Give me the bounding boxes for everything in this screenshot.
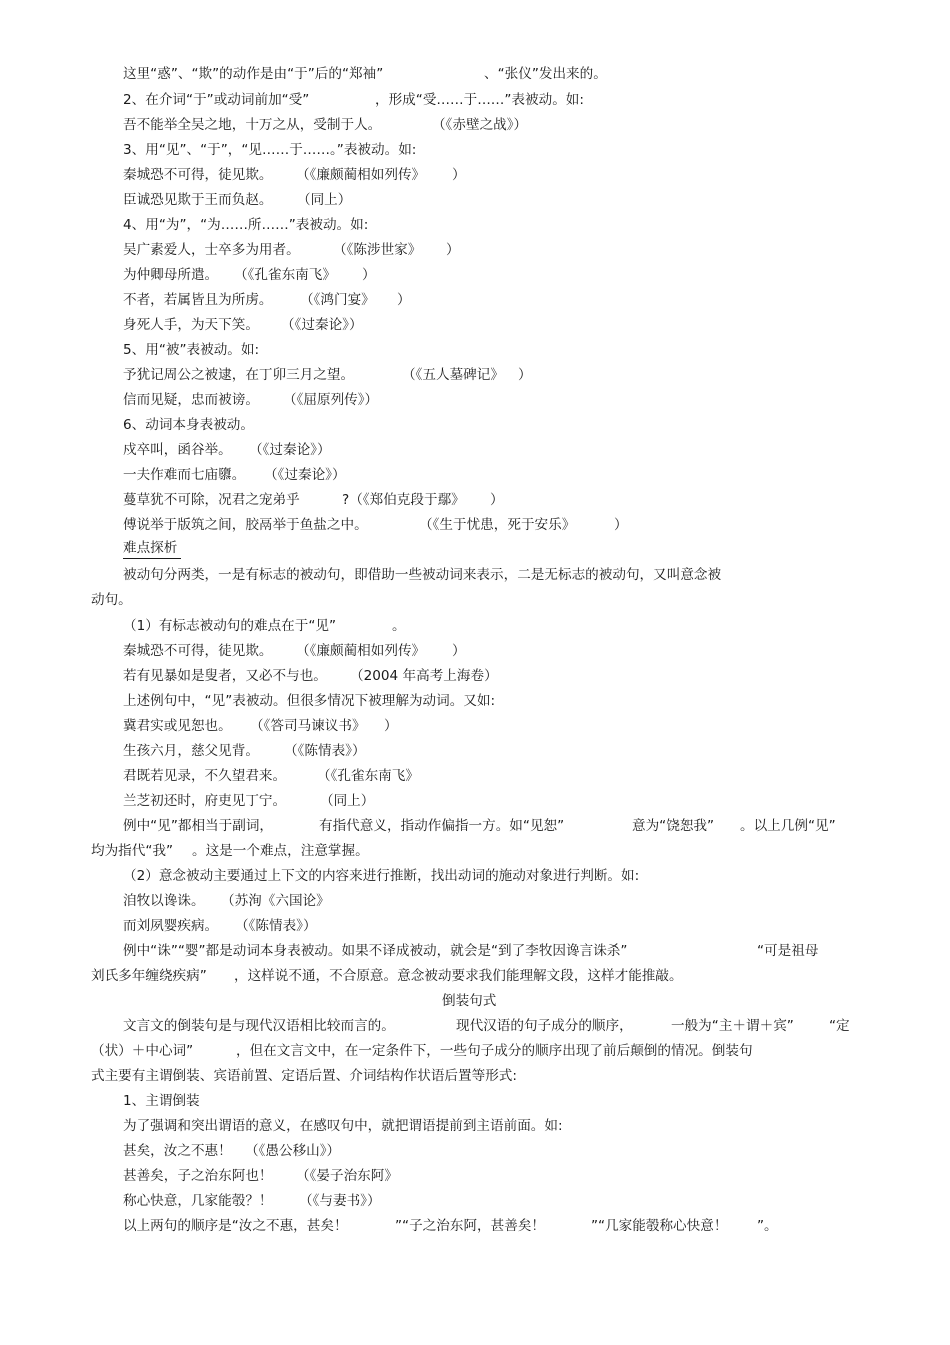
text-segment: （1）有标志被动句的难点在于“见” (123, 618, 337, 634)
text-segment: 4、用“为”，“为……所……”表被动。如: (123, 217, 369, 233)
section-heading (0, 538, 950, 563)
text-segment: 2、在介词“于”或动词前加“受” (123, 92, 310, 108)
text-segment: ”“几家能彀称心快意！ (591, 1218, 728, 1234)
text-line (0, 914, 950, 939)
text-line (0, 388, 950, 413)
text-segment: 不者，若属皆且为所虏。 (123, 292, 273, 308)
text-segment: （同上） (297, 192, 352, 208)
text-segment: （2）意念被动主要通过上下文的内容来进行推断，找出动词的施动对象进行判断。如: (123, 868, 640, 884)
text-line (0, 964, 950, 989)
text-segment: 傅说举于版筑之间，胶鬲举于鱼盐之中。 (123, 517, 368, 533)
text-segment: 予犹记周公之被逮，在丁卯三月之望。 (123, 367, 355, 383)
text-segment: 生孩六月，慈父见背。 (123, 743, 259, 759)
text-segment: ） (614, 517, 628, 533)
text-segment: ） (397, 292, 411, 308)
text-segment: 被动句分两类，一是有标志的被动句，即借助一些被动词来表示，二是无标志的被动句，又叫意念被 (123, 567, 722, 583)
text-segment: （《答司马谏议书》 (250, 718, 366, 734)
text-segment: 1、主谓倒装 (123, 1093, 200, 1109)
text-segment: （《过秦论》） (249, 442, 331, 458)
text-segment: （2004 年高考上海卷） (350, 668, 498, 684)
text-segment: 现代汉语的句子成分的顺序， (456, 1018, 633, 1034)
text-segment: 。这是一个难点，注意掌握。 (192, 843, 369, 859)
text-segment: （《生于忧患，死于安乐》 (419, 517, 576, 533)
text-line (0, 1064, 950, 1089)
text-segment: ”“子之治东阿，甚善矣！ (395, 1218, 546, 1234)
text-segment: 上述例句中，“见”表被动。但很多情况下被理解为动词。又如: (123, 693, 496, 709)
text-segment: 兰芝初还时，府吏见丁宁。 (123, 793, 287, 809)
text-line (0, 1164, 950, 1189)
text-line (0, 163, 950, 188)
text-segment: （《晏子治东阿》 (296, 1168, 398, 1184)
text-segment: 刘氏多年缠绕疾病” (91, 968, 207, 984)
text-segment: （苏洵《六国论》 (221, 893, 330, 909)
text-segment: ） (452, 643, 466, 659)
text-segment: （《廉颇蔺相如列传》 (296, 167, 426, 183)
text-line (0, 563, 950, 588)
text-segment: ，但在文言文中，在一定条件下，一些句子成分的顺序出现了前后颠倒的情况。倒装句 (236, 1043, 753, 1059)
text-segment: （同上） (320, 793, 375, 809)
text-line (0, 213, 950, 238)
text-segment: 吴广素爱人，士卒多为用者。 (123, 242, 300, 258)
text-segment: 一夫作难而七庙隳。 (123, 467, 246, 483)
text-segment: ） (384, 718, 398, 734)
text-segment: 戍卒叫，函谷举。 (123, 442, 232, 458)
text-segment: （《陈涉世家》 (333, 242, 422, 258)
text-line (0, 488, 950, 513)
text-line (0, 463, 950, 488)
text-segment: ） (452, 167, 466, 183)
text-segment: 难点探析 (123, 538, 181, 559)
text-segment: （《五人墓碑记》 (402, 367, 504, 383)
text-segment: 6、动词本身表被动。 (123, 417, 254, 433)
text-line (0, 814, 950, 839)
text-segment: 例中“诛”“婴”都是动词本身表被动。如果不译成被动，就会是“到了李牧因谗言诛杀” (123, 943, 628, 959)
text-segment: ，这样说不通，不合原意。意念被动要求我们能理解文段，这样才能推敲。 (234, 968, 683, 984)
text-segment: 甚善矣，子之治东阿也！ (123, 1168, 273, 1184)
text-segment: 3、用“见”、“于”，“见……于……。”表被动。如: (123, 142, 417, 158)
text-line (0, 1114, 950, 1139)
text-line (0, 438, 950, 463)
text-segment: 而刘夙婴疾病。 (123, 918, 219, 934)
text-line (0, 288, 950, 313)
text-segment: ?（《郑伯克段于鄢》 (342, 492, 465, 508)
text-segment: 。 (392, 618, 406, 634)
text-segment: 称心快意，几家能彀？！ (123, 1193, 273, 1209)
text-segment: （《廉颇蔺相如列传》 (296, 643, 426, 659)
text-segment: ，形成“受……于……”表被动。如: (375, 92, 584, 108)
text-segment: 文言文的倒装句是与现代汉语相比较而言的。 (123, 1018, 395, 1034)
text-segment: “可是祖母 (757, 943, 819, 959)
text-segment: 倒装句式 (442, 993, 497, 1009)
text-segment: 均为指代“我” (91, 843, 174, 859)
text-line (0, 188, 950, 213)
text-line (0, 88, 950, 113)
text-line (0, 714, 950, 739)
text-line (0, 313, 950, 338)
text-line (0, 839, 950, 864)
text-line (0, 138, 950, 163)
text-line (0, 1089, 950, 1114)
text-line (0, 113, 950, 138)
text-segment: “定 (829, 1018, 850, 1034)
text-segment: 为仲卿母所遣。 (123, 267, 219, 283)
text-segment: ） (518, 367, 532, 383)
text-line (0, 263, 950, 288)
text-segment: （《孔雀东南飞》 (317, 768, 419, 784)
text-segment: 君既若见录，不久望君来。 (123, 768, 287, 784)
text-segment: ） (362, 267, 376, 283)
text-segment: （《陈情表》） (284, 743, 366, 759)
text-segment: （《鸿门宴》 (300, 292, 375, 308)
text-line (0, 62, 950, 87)
text-segment: 。以上几例“见” (740, 818, 836, 834)
text-line (0, 363, 950, 388)
text-segment: 例中“见”都相当于副词， (123, 818, 274, 834)
text-segment: （《屈原列传》） (283, 392, 379, 408)
text-line (0, 588, 950, 613)
text-line (0, 764, 950, 789)
text-segment: 一般为“主＋谓＋宾” (671, 1018, 794, 1034)
text-segment: 动句。 (91, 592, 132, 608)
text-segment: 式主要有主谓倒装、宾语前置、定语后置、介词结构作状语后置等形式: (91, 1068, 517, 1084)
text-line (0, 639, 950, 664)
text-segment: 洎牧以谗诛。 (123, 893, 205, 909)
text-line (0, 1139, 950, 1164)
text-segment: （《愚公移山》） (245, 1143, 341, 1159)
text-segment: （状）＋中心词” (91, 1043, 194, 1059)
text-segment: 信而见疑，忠而被谤。 (123, 392, 259, 408)
text-segment: 秦城恐不可得，徒见欺。 (123, 643, 273, 659)
text-segment: （《赤壁之战》） (432, 117, 528, 133)
text-segment: 为了强调和突出谓语的意义，在感叹句中，就把谓语提前到主语前面。如: (123, 1118, 563, 1134)
text-line (0, 338, 950, 363)
text-line (0, 864, 950, 889)
text-line (0, 1014, 950, 1039)
text-segment: 这里“惑”、“欺”的动作是由“于”后的“郑袖” (123, 66, 384, 82)
text-line (0, 513, 950, 538)
text-line (0, 1189, 950, 1214)
text-segment: 若有见暴如是叟者，又必不与也。 (123, 668, 327, 684)
text-line (0, 889, 950, 914)
text-segment: 意为“饶恕我” (632, 818, 715, 834)
text-segment: 蔓草犹不可除，况君之宠弟乎 (123, 492, 300, 508)
section-title (0, 989, 950, 1014)
text-segment: ） (446, 242, 460, 258)
text-line (0, 664, 950, 689)
text-segment: （《陈情表》） (235, 918, 317, 934)
text-segment: （《过秦论》） (264, 467, 346, 483)
text-line (0, 413, 950, 438)
text-segment: 冀君实或见恕也。 (123, 718, 232, 734)
text-line (0, 739, 950, 764)
text-segment: （《孔雀东南飞》 (234, 267, 336, 283)
text-line (0, 789, 950, 814)
text-line (0, 939, 950, 964)
text-line (0, 1214, 950, 1239)
text-segment: 臣诚恐见欺于王而负赵。 (123, 192, 273, 208)
text-segment: ”。 (757, 1218, 778, 1234)
text-segment: （《过秦论》） (281, 317, 363, 333)
text-segment: 秦城恐不可得，徒见欺。 (123, 167, 273, 183)
text-line (0, 1039, 950, 1064)
text-segment: 身死人手，为天下笑。 (123, 317, 259, 333)
text-segment: 以上两句的顺序是“汝之不惠，甚矣！ (123, 1218, 348, 1234)
text-segment: 吾不能举全吴之地，十万之从，受制于人。 (123, 117, 382, 133)
text-line (0, 614, 950, 639)
text-segment: （《与妻书》） (299, 1193, 381, 1209)
text-line (0, 689, 950, 714)
text-segment: 、“张仪”发出来的。 (484, 66, 607, 82)
text-segment: ） (490, 492, 504, 508)
text-segment: 有指代意义，指动作偏指一方。如“见恕” (319, 818, 565, 834)
text-segment: 甚矣，汝之不惠！ (123, 1143, 232, 1159)
text-segment: 5、用“被”表被动。如: (123, 342, 260, 358)
text-line (0, 238, 950, 263)
